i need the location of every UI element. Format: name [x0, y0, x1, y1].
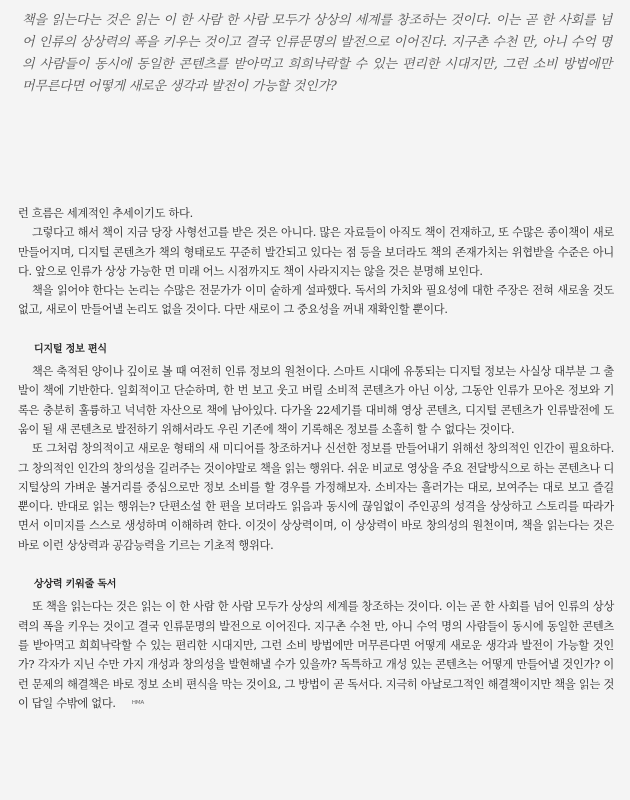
section-heading-imagination: 상상력 키워줄 독서: [34, 579, 117, 591]
article-body: [18, 204, 614, 715]
paragraph: 책을 읽어야 한다는 논리는 수많은 전문가가 이미 숱하게 설파했다. 독서의 가치와 필요성에 대한 주장은 전혀 새로울 것도 없고, 새로이 만들어낼 논리도 없을 것이다. 다만 새로이 그 중요성을 꺼내 재확인할 뿐이다.: [18, 284, 614, 317]
end-mark-icon: ᴴᴹᴬ: [131, 699, 144, 710]
paragraph-final: [18, 597, 614, 715]
paragraph: 책은 축적된 양이나 깊이로 볼 때 여전히 인류 정보의 원천이다. 스마트 시대에 유통되는 디지털 정보는 사실상 대부분 그 출발이 책에 기반한다. 일회적이고 단순하며, 한 번 보고 웃고 버릴 소비적 콘텐츠가 아닌 이상, 그동안 인류가 모아온 정보와 기록은 충분히 훌륭하고 넉넉한 자산으로 책에 남아있다. 다가올 22세기를 대비해 영상 콘텐츠, 디지털 콘텐츠가 인류발전에 도움이 될 새 콘텐츠로 발전하기 위해서라도 우린 기존에 책이 기록해온 정보를 소홀히 할 수 없다는 것이다.: [18, 365, 614, 436]
paragraph: 또 그처럼 창의적이고 새로운 형태의 새 미디어를 창조하거나 신선한 정보를 만들어내기 위해선 창의적인 인간이 필요하다. 그 창의적인 인간의 창의성을 길러주는 것이야말로 책을 읽는 행위다. 쉬운 비교로 영상을 주요 전달방식으로 하는 콘텐츠나 디지털상의 가벼운 볼거리를 중심으로만 정보 소비를 할 경우를 가정해보자. 소비자는 흘러가는 대로, 보여주는 대로 보고 즐길 뿐이다. 반대로 읽는 행위는? 단편소설 한 편을 보더라도 읽음과 동시에 끊임없이 주인공의 성격을 상상하고 스토리를 따라가면서 이미지를 스스로 생성하며 이해하려 한다. 이것이 상상력이며, 이 상상력이 바로 창의성의 원천이며, 책을 읽는다는 것은 바로 이런 상상력과 공감능력을 기르는 기초적 행위다.: [18, 442, 614, 552]
pull-quote: 책을 읽는다는 것은 읽는 이 한 사람 한 사람 모두가 상상의 세계를 창조하는 것이다. 이는 곧 한 사회를 넘어 인류의 상상력의 폭을 키우는 것이고 결국 인류문명의 발전으로 이어진다. 지구촌 수천 만, 아니 수억 명의 사람들이 동시에 동일한 콘텐츠를 받아먹고 희희낙락할 수 있는 편리한 시대지만, 그런 소비 방법에만 머무른다면 어떻게 새로운 생각과 발전이 가능할 것인가?: [22, 13, 612, 94]
section-heading-digital-info: 디지털 정보 편식: [34, 343, 107, 355]
paragraph-continuation: 런 흐름은 세계적인 추세이기도 하다.: [18, 207, 193, 220]
paragraph: 그렇다고 해서 책이 지금 당장 사형선고를 받은 것은 아니다. 많은 자료들이 아직도 책이 건재하고, 또 수많은 종이책이 새로 만들어지며, 디지털 콘텐츠가 책의 형태로도 꾸준히 발간되고 있다는 점 등을 보더라도 책의 존재가치는 위협받을 수준은 아니다. 앞으로 인류가 상상 가능한 먼 미래 어느 시점까지도 책이 사라지지는 않을 것은 분명해 보인다.: [18, 226, 614, 278]
paragraph-text: 또 책을 읽는다는 것은 읽는 이 한 사람 한 사람 모두가 상상의 세계를 창조하는 것이다. 이는 곧 한 사회를 넘어 인류의 상상력의 폭을 키우는 것이고 결국 인류문명의 발전으로 이어진다. 지구촌 수천 만, 아니 수억 명의 사람들이 동시에 동일한 콘텐츠를 받아먹고 희희낙락할 수 있는 편리한 시대지만, 그런 소비 방법에만 머무른다면 어떻게 새로운 생각과 발전이 가능할 것인가? 각자가 지닌 수만 가지 개성과 창의성을 발현해낼 수가 있을까? 독특하고 개성 있는 콘텐츠는 어떻게 만들어낼 것인가? 이런 문제의 해결책은 바로 정보 소비 편식을 막는 것이요, 그 방법이 곧 독서다. 지극히 아날로그적인 해결책이지만 책을 읽는 것이 답일 수밖에 없다.: [18, 600, 614, 710]
